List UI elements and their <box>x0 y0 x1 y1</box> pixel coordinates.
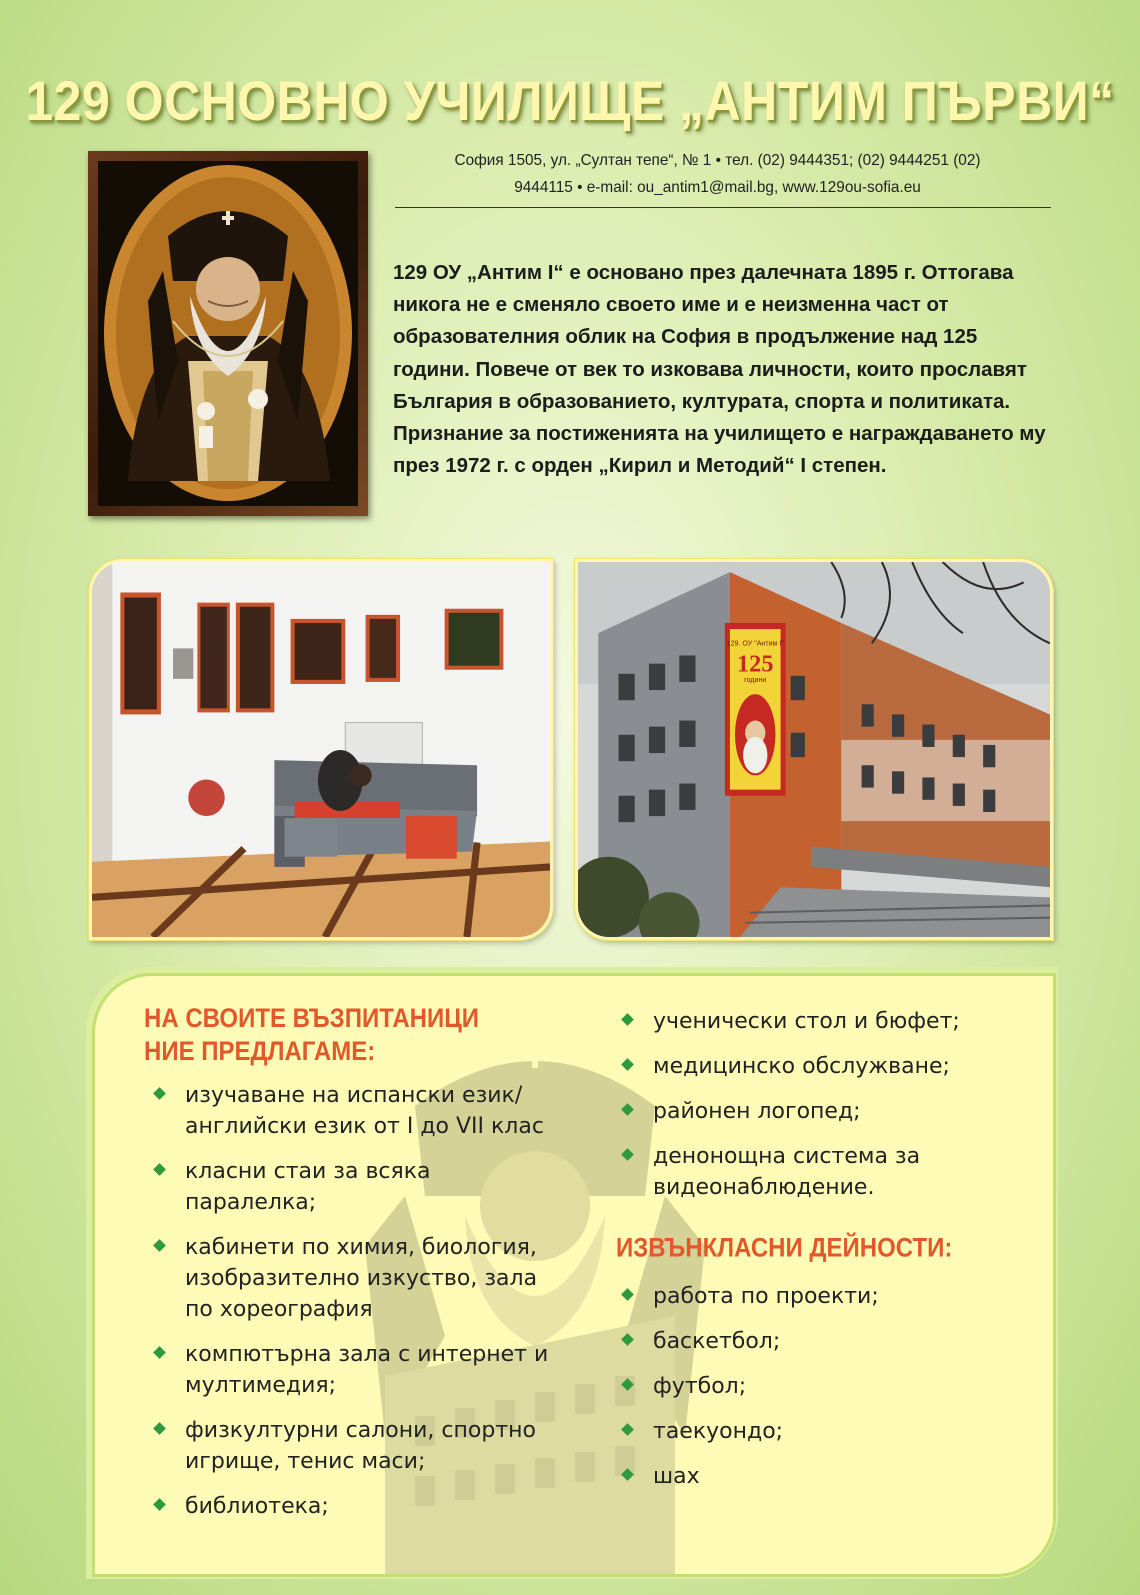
offer-list <box>147 1080 567 1536</box>
banner-caption: 129. ОУ "Антим I" <box>726 639 784 648</box>
bullet-diamond-icon <box>153 1087 166 1100</box>
bullet-diamond-icon <box>153 1346 166 1359</box>
extracurricular-heading: ИЗВЪНКЛАСНИ ДЕЙНОСТИ: <box>616 1233 953 1264</box>
intro-paragraph: 129 ОУ „Антим I“ е основано през далечната 1895 г. Оттогава никога не е сменяло своето име и е неизменна част от образователния облик на София в продължение над 125 години. Повече от век то изковава личности, които прославят България в образованието, културата, спорта и политиката. Признание за постиженията на училището е награждаването му през 1972 г. с орден „Кирил и Методий“ I степен. <box>393 261 1046 478</box>
offer-item: ученически стол и бюфет; <box>615 1006 1015 1037</box>
offer-item: библиотека; <box>147 1491 567 1522</box>
bullet-diamond-icon <box>621 1333 634 1346</box>
activity-item: баскетбол; <box>615 1326 1015 1357</box>
school-building-photo <box>575 559 1053 940</box>
banner-number: 125 <box>737 650 774 678</box>
contact-divider <box>395 207 1051 208</box>
extracurricular-list <box>615 1281 1015 1506</box>
activity-item: шах <box>615 1461 1015 1492</box>
activity-item: работа по проекти; <box>615 1281 1015 1312</box>
contact-email-line: 9444115 • e-mail: ou_antim1@mail.bg, www.129ou-sofia.eu <box>514 179 921 196</box>
bullet-diamond-icon <box>621 1288 634 1301</box>
offer-heading-line2: НИЕ ПРЕДЛАГАМЕ: <box>144 1037 376 1067</box>
offer-panel <box>92 973 1056 1577</box>
offer-item: физкултурни салони, спортно игрище, тенис маси; <box>147 1415 567 1477</box>
offer-heading-line1: НА СВОИТЕ ВЪЗПИТАНИЦИ <box>144 1004 480 1034</box>
bullet-diamond-icon <box>153 1498 166 1511</box>
portrait-painting <box>88 151 368 516</box>
bullet-diamond-icon <box>621 1013 634 1026</box>
contact-address-line: София 1505, ул. „Султан тепе“, № 1 • тел. (02) 9444351; (02) 9444251 (02) <box>454 152 981 169</box>
banner-subtitle: години <box>744 675 767 684</box>
offer-item: денонощна система за видеонаблюдение. <box>615 1141 1015 1203</box>
offer-item: изучаване на испански език/ английски език от I до VII клас <box>147 1080 567 1142</box>
offer-item: компютърна зала с интернет и мултимедия; <box>147 1339 567 1401</box>
bullet-diamond-icon <box>621 1103 634 1116</box>
bullet-diamond-icon <box>621 1378 634 1391</box>
offer-item: кабинети по химия, биология, изобразително изкуство, зала по хореография <box>147 1232 567 1325</box>
bullet-diamond-icon <box>621 1423 634 1436</box>
lobby-photo <box>89 559 553 940</box>
bullet-diamond-icon <box>153 1239 166 1252</box>
offer-item: класни стаи за всяка паралелка; <box>147 1156 567 1218</box>
bullet-diamond-icon <box>621 1148 634 1161</box>
bullet-diamond-icon <box>153 1422 166 1435</box>
bullet-diamond-icon <box>621 1058 634 1071</box>
offer-heading <box>144 1003 479 1069</box>
bullet-diamond-icon <box>153 1163 166 1176</box>
offer-item: районен логопед; <box>615 1096 1015 1127</box>
page-title: 129 ОСНОВНО УЧИЛИЩЕ „АНТИМ ПЪРВИ“ <box>25 69 1115 133</box>
activity-item: таекуондо; <box>615 1416 1015 1447</box>
offer-list-continued <box>615 1006 1015 1217</box>
contact-info <box>403 147 1032 201</box>
bullet-diamond-icon <box>621 1468 634 1481</box>
activity-item: футбол; <box>615 1371 1015 1402</box>
offer-item: медицинско обслужване; <box>615 1051 1015 1082</box>
